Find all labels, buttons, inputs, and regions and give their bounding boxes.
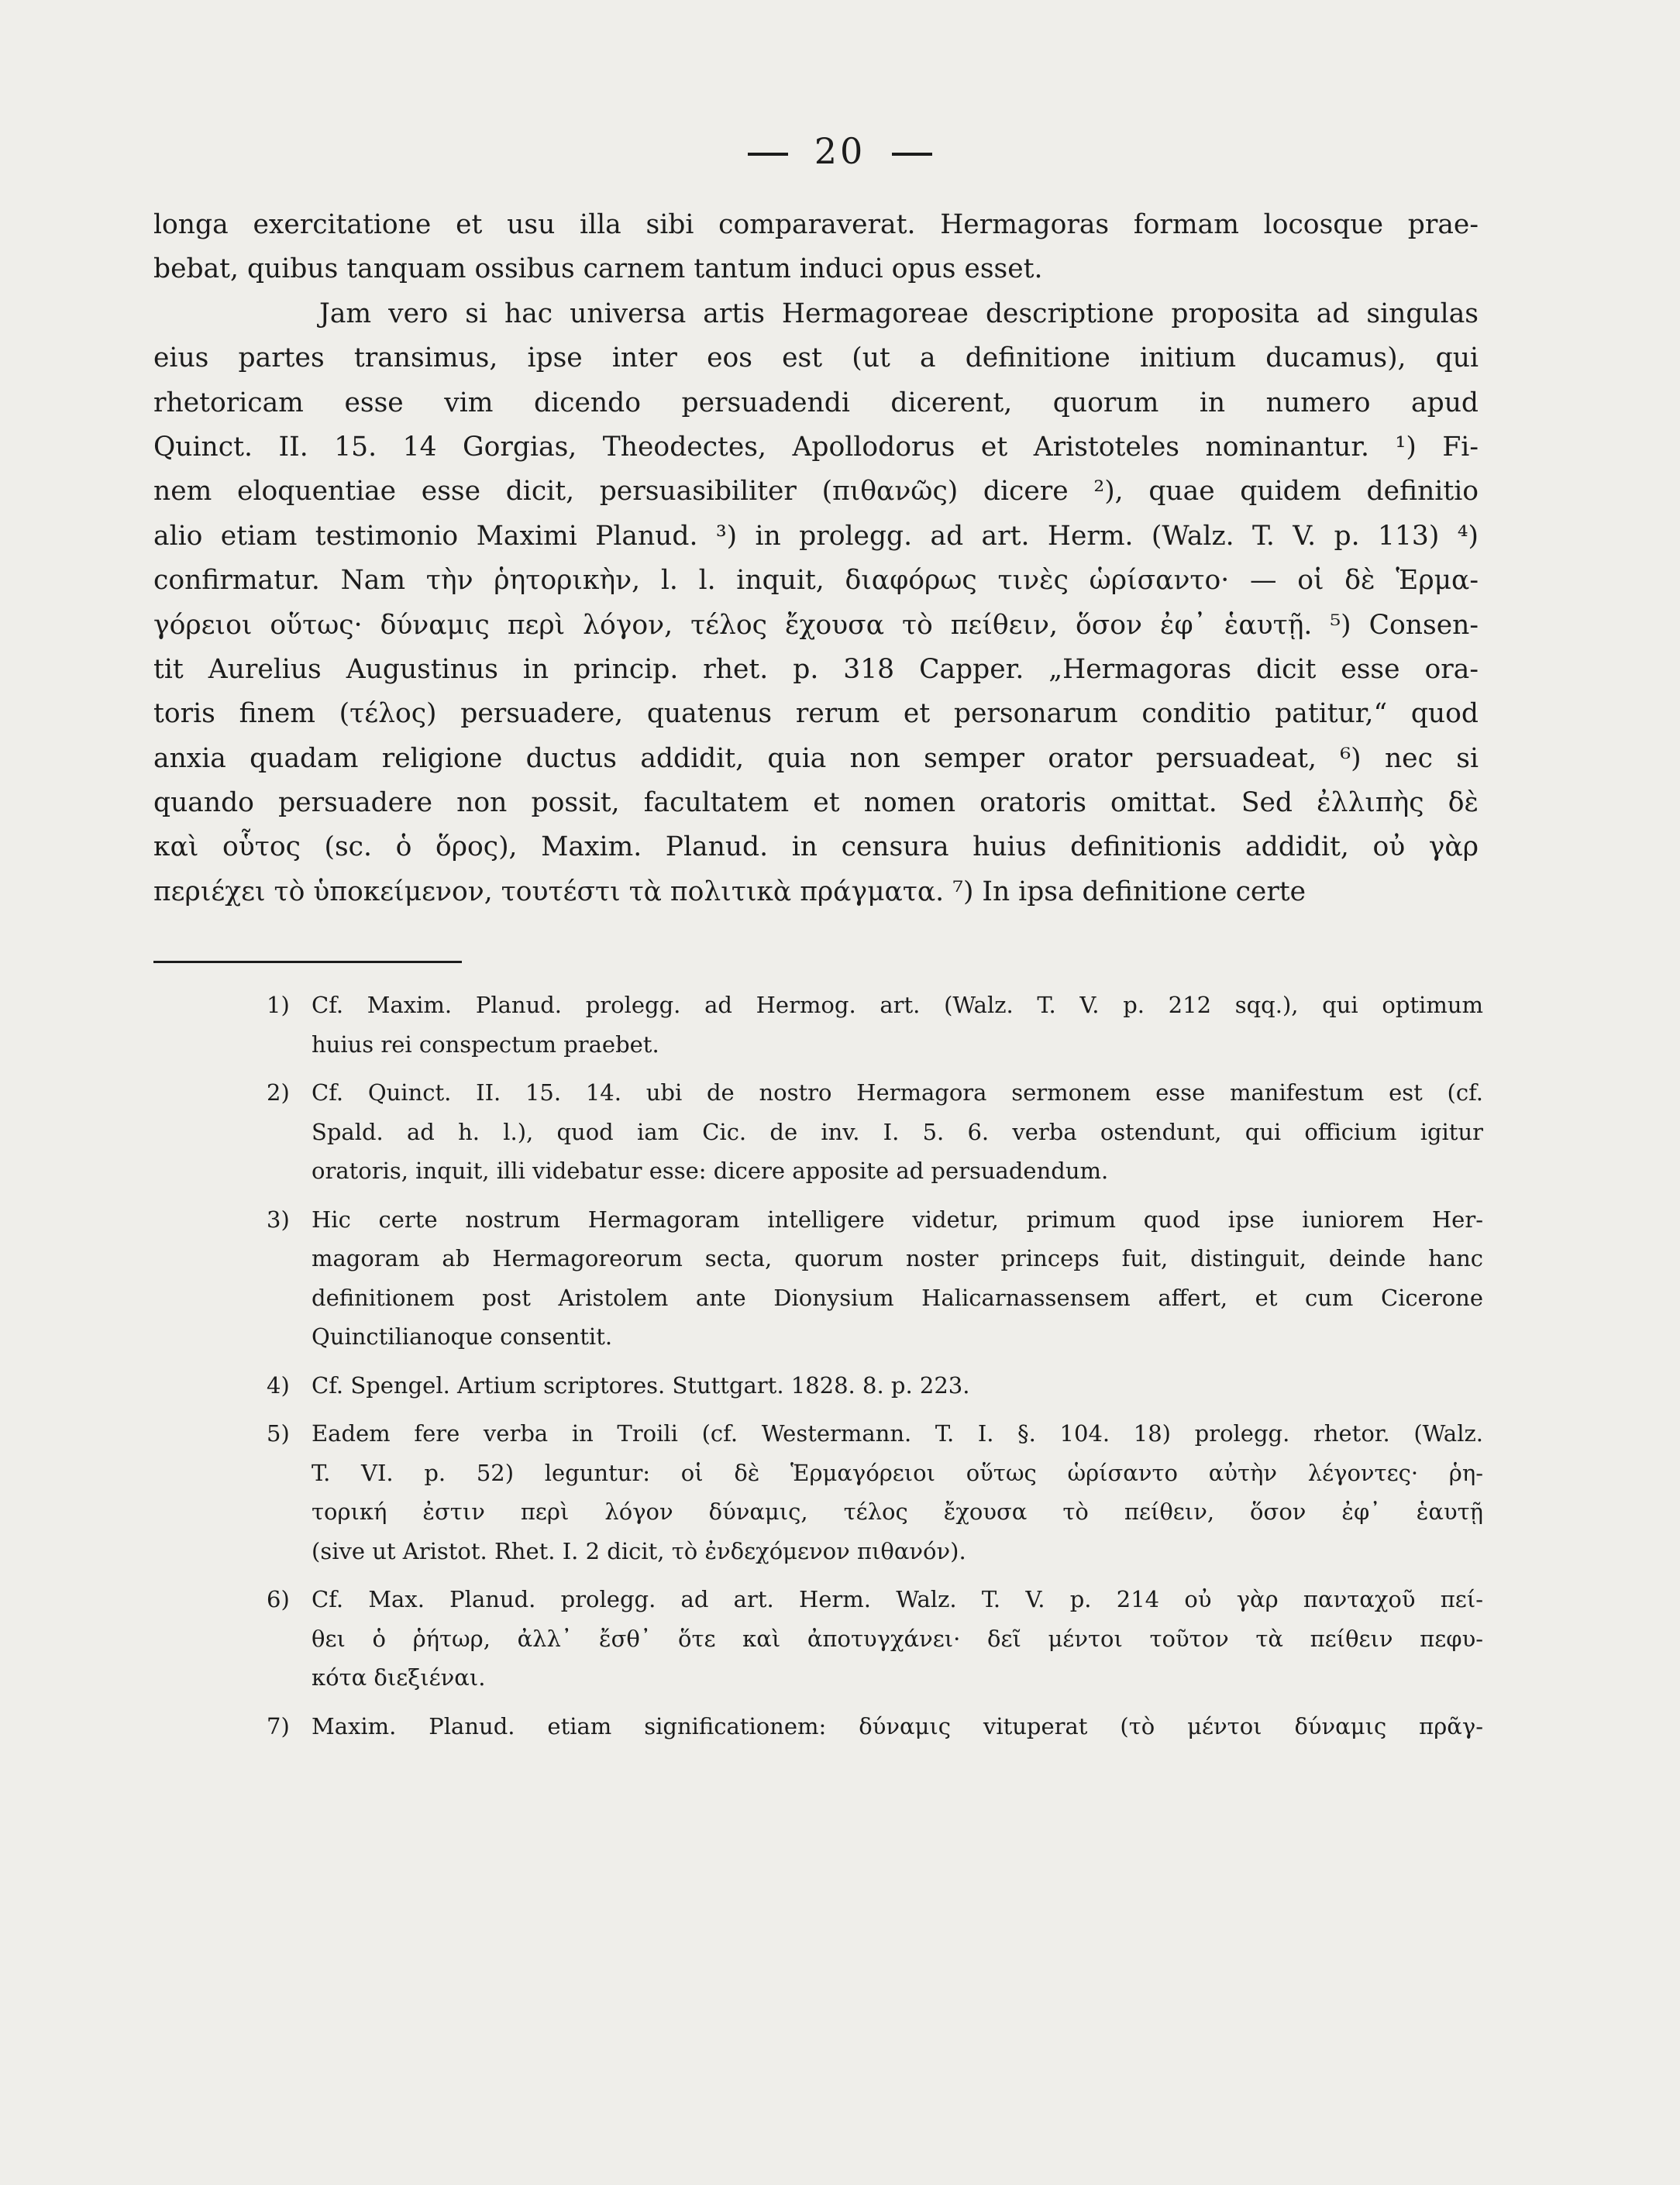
main-text-line: toris finem (τέλος) persuadere, quatenus rerum et personarum conditio patitur,“ quod bbox=[153, 698, 1479, 730]
footnote-line: Quinctilianoque consentit. bbox=[312, 1323, 613, 1350]
footnote bbox=[153, 1414, 1483, 1571]
main-text-line: Quinct. II. 15. 14 Gorgias, Theodectes, Apollodorus et Aristoteles nominantur. ¹) Fi- bbox=[153, 431, 1479, 463]
footnote-separator bbox=[153, 961, 462, 963]
main-text-line: nem eloquentiae esse dicit, persuasibiliter (πιθανῶς) dicere ²), quae quidem definitio bbox=[153, 476, 1479, 508]
footnote-body bbox=[312, 1200, 1483, 1357]
footnote-line: Hic certe nostrum Hermagoram intelligere videtur, primum quod ipse iuniorem Her- bbox=[312, 1206, 1483, 1233]
footnote-line: definitionem post Aristolem ante Dionysium Halicarnassensem affert, et cum Cicerone bbox=[312, 1284, 1483, 1311]
main-text-line: confirmatur. Nam τὴν ῥητορικὴν, l. l. inquit, διαφόρως τινὲς ὡρίσαντο· — οἱ δὲ Ἑρμα- bbox=[153, 565, 1479, 597]
footnote-line: oratoris, inquit, illi videbatur esse: dicere apposite ad persuadendum. bbox=[312, 1158, 1109, 1184]
main-text-line: longa exercitatione et usu illa sibi comparaverat. Hermagoras formam locosque prae- bbox=[153, 209, 1479, 240]
main-text-line: anxia quadam religione ductus addidit, quia non semper orator persuadeat, ⁶) nec si bbox=[153, 742, 1479, 774]
main-text-line: eius partes transimus, ipse inter eos est (ut a definitione initium ducamus), qui bbox=[153, 342, 1479, 374]
footnote-number: 3) bbox=[267, 1206, 290, 1233]
footnote bbox=[153, 1073, 1483, 1191]
footnote-number: 1) bbox=[267, 992, 290, 1018]
dash-left bbox=[748, 153, 788, 156]
main-text bbox=[153, 203, 1479, 914]
main-text-line: Jam vero si hac universa artis Hermagoreae descriptione proposita ad singulas bbox=[319, 298, 1479, 329]
footnote-line: magoram ab Hermagoreorum secta, quorum noster princeps fuit, distinguit, deinde hanc bbox=[312, 1245, 1483, 1271]
dash-right bbox=[892, 153, 932, 156]
footnote-body bbox=[312, 1414, 1483, 1571]
footnote-line: Cf. Quinct. II. 15. 14. ubi de nostro Hermagora sermonem esse manifestum est (cf. bbox=[312, 1079, 1483, 1106]
footnote-line: Cf. Max. Planud. prolegg. ad art. Herm. Walz. T. V. p. 214 οὐ γὰρ πανταχοῦ πεί- bbox=[312, 1586, 1483, 1612]
footnote-line: Maxim. Planud. etiam significationem: δύναμις vituperat (τὸ μέντοι δύναμις πρᾶγ- bbox=[312, 1712, 1483, 1739]
footnote-line: Cf. Spengel. Artium scriptores. Stuttgart. 1828. 8. p. 223. bbox=[312, 1371, 970, 1399]
footnote bbox=[153, 1707, 1483, 1746]
footnote bbox=[153, 1580, 1483, 1698]
main-text-line: rhetoricam esse vim dicendo persuadendi dicerent, quorum in numero apud bbox=[153, 387, 1479, 418]
footnote-number: 7) bbox=[267, 1712, 290, 1739]
footnote-line: Spald. ad h. l.), quod iam Cic. de inv. I. 5. 6. verba ostendunt, qui officium igitur bbox=[312, 1118, 1483, 1145]
page-number-header bbox=[0, 130, 1680, 172]
main-text-line: tit Aurelius Augustinus in princip. rhet. p. 318 Capper. „Hermagoras dicit esse ora- bbox=[153, 653, 1479, 685]
footnote-body bbox=[312, 1366, 1483, 1406]
main-text-line: γόρειοι οὕτως· δύναμις περὶ λόγον, τέλος ἔχουσα τὸ πείθειν, ὅσον ἐφ᾽ ἑαυτῇ. ⁵) Consen- bbox=[153, 609, 1479, 641]
footnote-number: 4) bbox=[267, 1371, 290, 1399]
footnote bbox=[153, 1366, 1483, 1406]
page-number: 20 bbox=[814, 130, 866, 172]
footnote-number: 5) bbox=[267, 1420, 290, 1447]
main-text-line: καὶ οὗτος (sc. ὁ ὅρος), Maxim. Planud. in censura huius definitionis addidit, οὐ γὰρ bbox=[153, 831, 1479, 863]
footnote bbox=[153, 1200, 1483, 1357]
main-text-line: quando persuadere non possit, facultatem et nomen oratoris omittat. Sed ἐλλιπὴς δὲ bbox=[153, 787, 1479, 819]
footnotes bbox=[153, 986, 1483, 1755]
footnote-body bbox=[312, 986, 1483, 1064]
footnote bbox=[153, 986, 1483, 1064]
footnote-line: θει ὁ ῥήτωρ, ἀλλ᾽ ἔσθ᾽ ὅτε καὶ ἀποτυγχάνει· δεῖ μέντοι τοῦτον τὰ πείθειν πεφυ- bbox=[312, 1625, 1483, 1652]
footnote-line: Eadem fere verba in Troili (cf. Westermann. T. I. §. 104. 18) prolegg. rhetor. (Walz. bbox=[312, 1420, 1483, 1447]
footnote-body bbox=[312, 1707, 1483, 1746]
footnote-line: τορική ἐστιν περὶ λόγον δύναμις, τέλος ἔχουσα τὸ πείθειν, ὅσον ἐφ᾽ ἑαυτῇ bbox=[312, 1499, 1483, 1525]
footnote-line: T. VI. p. 52) leguntur: οἱ δὲ Ἑρμαγόρειοι οὕτως ὡρίσαντο αὐτὴν λέγοντες· ῥη- bbox=[312, 1459, 1483, 1486]
footnote-body bbox=[312, 1580, 1483, 1698]
main-text-line: bebat, quibus tanquam ossibus carnem tantum induci opus esset. bbox=[153, 253, 1043, 285]
footnote-number: 6) bbox=[267, 1586, 290, 1612]
footnote-number: 2) bbox=[267, 1079, 290, 1106]
footnote-line: Cf. Maxim. Planud. prolegg. ad Hermog. art. (Walz. T. V. p. 212 sqq.), qui optimum bbox=[312, 992, 1483, 1018]
footnote-line: (sive ut Aristot. Rhet. I. 2 dicit, τὸ ἐνδεχόμενον πιθανόν). bbox=[312, 1537, 966, 1564]
footnote-line: κότα διεξιέναι. bbox=[312, 1664, 486, 1691]
main-text-line: περιέχει τὸ ὑποκείμενον, τουτέστι τὰ πολιτικὰ πράγματα. ⁷) In ipsa definitione certe bbox=[153, 876, 1306, 907]
footnote-body bbox=[312, 1073, 1483, 1191]
footnote-line: huius rei conspectum praebet. bbox=[312, 1031, 659, 1058]
main-text-line: alio etiam testimonio Maximi Planud. ³) in prolegg. ad art. Herm. (Walz. T. V. p. 113) ⁴) bbox=[153, 520, 1479, 552]
